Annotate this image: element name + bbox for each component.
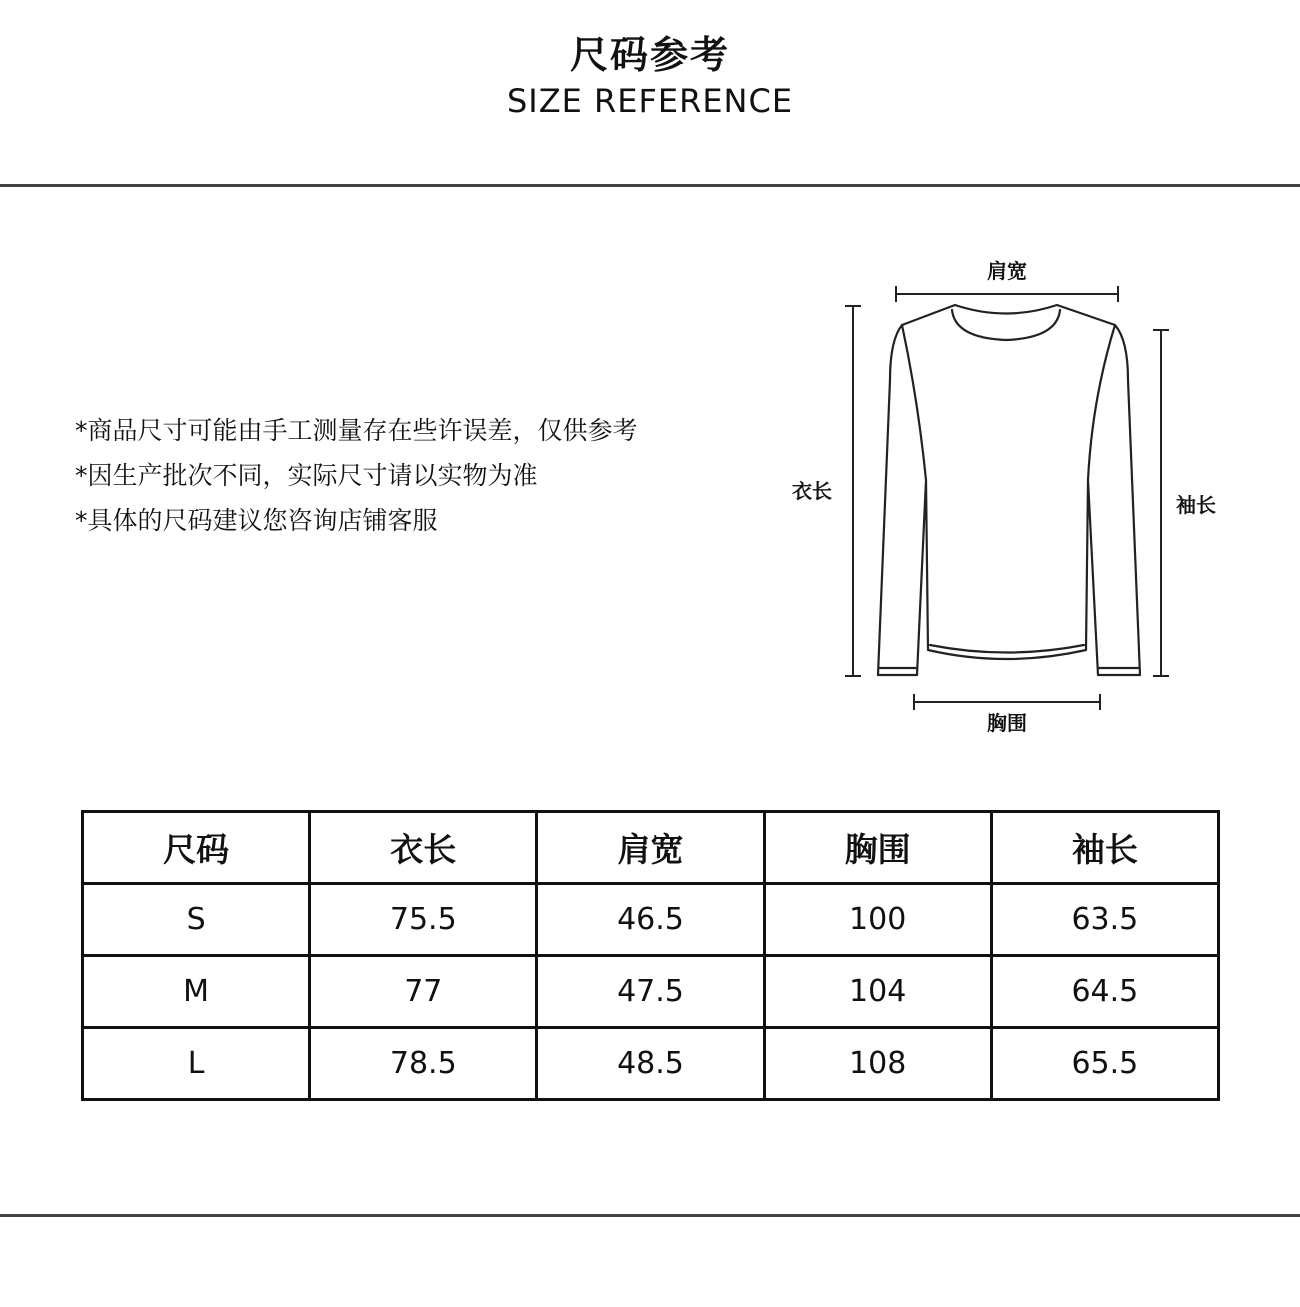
label-sleeve: 袖长 [1176, 493, 1216, 517]
note-item: *因生产批次不同，实际尺寸请以实物为准 [75, 461, 538, 490]
label-chest: 胸围 [987, 711, 1027, 735]
label-length: 衣长 [792, 479, 832, 503]
table-row [83, 884, 1219, 956]
table-cell: 77 [310, 956, 537, 1028]
page-title: 尺码参考 [569, 33, 730, 77]
header-cell: 袖长 [991, 812, 1218, 884]
header-cell: 肩宽 [537, 812, 764, 884]
table-row [83, 1028, 1219, 1100]
table-cell: 64.5 [991, 956, 1218, 1028]
label-shoulder: 肩宽 [987, 259, 1027, 283]
table-row [83, 956, 1219, 1028]
header-cell: 胸围 [764, 812, 991, 884]
table-cell: 100 [764, 884, 991, 956]
table-cell: 48.5 [537, 1028, 764, 1100]
table-cell: M [83, 956, 310, 1028]
table-cell: 46.5 [537, 884, 764, 956]
header-cell: 衣长 [310, 812, 537, 884]
dimension-lines [845, 286, 1169, 710]
table-cell: 63.5 [991, 884, 1218, 956]
table-cell: 104 [764, 956, 991, 1028]
table-cell: S [83, 884, 310, 956]
note-item: *具体的尺码建议您咨询店铺客服 [75, 506, 438, 535]
page-subtitle: SIZE REFERENCE [506, 82, 794, 120]
header-cell: 尺码 [83, 812, 310, 884]
note-item: *商品尺寸可能由手工测量存在些许误差，仅供参考 [75, 416, 638, 445]
size-table [81, 810, 1220, 1101]
long-sleeve-shirt-icon [878, 305, 1140, 675]
table-cell: 78.5 [310, 1028, 537, 1100]
table-cell: 75.5 [310, 884, 537, 956]
table-cell: L [83, 1028, 310, 1100]
table-cell: 47.5 [537, 956, 764, 1028]
table-header-row [83, 812, 1219, 884]
notes-list [75, 408, 638, 543]
shirt-diagram [780, 255, 1240, 745]
table-cell: 108 [764, 1028, 991, 1100]
bottom-divider [0, 1214, 1300, 1217]
top-divider [0, 184, 1300, 187]
table-cell: 65.5 [991, 1028, 1218, 1100]
